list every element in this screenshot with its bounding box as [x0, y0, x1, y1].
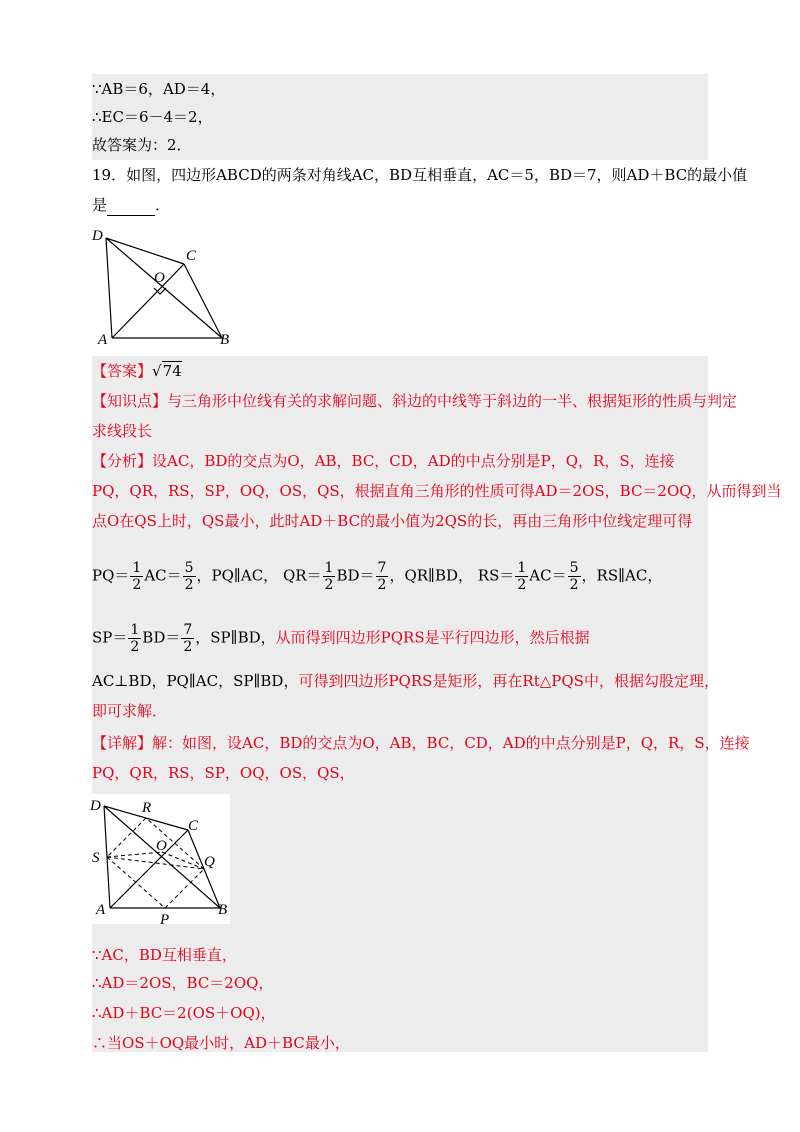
answer-line [92, 360, 182, 382]
text-pq: PQ＝ [92, 566, 130, 585]
label-o: O [156, 838, 167, 854]
detail-text-1: 解：如图，设AC，BD的交点为O，AB，BC，CD，AD的中点分别是P，Q，R，S，连接 [152, 734, 750, 752]
prev-line-2: ∴EC＝6－4＝2， [92, 108, 213, 126]
label-q: Q [204, 854, 215, 870]
label-d: D [92, 228, 103, 244]
question-19-suffix: ． [155, 196, 171, 214]
frac-den: 2 [569, 577, 579, 593]
frac-num: 1 [324, 560, 334, 576]
frac-den: 2 [377, 577, 387, 593]
detail-line-1 [92, 732, 750, 754]
text-rs: ，QR∥BD， RS＝ [389, 566, 515, 585]
frac-den: 2 [130, 639, 140, 655]
frac-num: 5 [569, 560, 579, 576]
label-o: O [154, 270, 165, 286]
detail-line-2: PQ，QR，RS，SP，OQ，OS，QS， [92, 764, 355, 782]
question-19-line2 [92, 194, 170, 216]
analysis-line-6 [92, 670, 719, 692]
text-conclusion: 从而得到四边形PQRS是平行四边形，然后根据 [275, 628, 590, 647]
step-1: ∵AC，BD互相垂直， [92, 946, 237, 964]
question-19-prefix: 是 [92, 196, 108, 214]
frac-num: 5 [184, 560, 194, 576]
answer-tag: 【答案】 [92, 362, 153, 380]
analysis-line-2: PQ，QR，RS，SP，OQ，OS，QS，根据直角三角形的性质可得AD＝2OS，BC＝2OQ，从而得到当 [92, 482, 782, 500]
frac-num: 7 [183, 622, 193, 638]
fraction [376, 560, 389, 593]
fraction [181, 622, 194, 655]
label-a: A [96, 902, 106, 918]
text-sp: SP＝ [92, 628, 128, 647]
label-b: B [218, 902, 228, 918]
label-c: C [188, 818, 199, 834]
knowledge-text-1: 与三角形中位线有关的求解问题、斜边的中线等于斜边的一半、根据矩形的性质与判定 [167, 392, 738, 410]
frac-den: 2 [517, 577, 527, 593]
frac-den: 2 [183, 639, 193, 655]
answer-value: 74 [162, 362, 182, 380]
sqrt-symbol: √ [152, 362, 162, 380]
frac-den: 2 [324, 577, 334, 593]
frac-den: 2 [132, 577, 142, 593]
prev-line-1: ∵AB＝6，AD＝4， [92, 80, 226, 98]
edge-cd [106, 238, 184, 264]
step-3: ∴AD＋BC＝2(OS＋OQ)， [92, 1004, 276, 1022]
fraction [183, 560, 196, 593]
edge-da [106, 238, 112, 338]
text-bd: BD＝ [336, 566, 375, 585]
question-19-text: 19．如图，四边形ABCD的两条对角线AC，BD互相垂直，AC＝5，BD＝7，则AD＋BC的最小值 [92, 166, 748, 184]
label-p: P [160, 912, 170, 928]
knowledge-tag: 【知识点】 [92, 392, 168, 410]
step-4-therefore: ∴ [92, 1034, 108, 1052]
text-ac2: AC＝ [529, 566, 567, 585]
midpoint-figure [88, 794, 238, 928]
fraction [515, 560, 528, 593]
text-conditions: AC⊥BD，PQ∥AC，SP∥BD， [92, 672, 299, 690]
fraction [130, 560, 143, 593]
text-ac: AC＝ [144, 566, 182, 585]
analysis-line-5 [92, 622, 590, 655]
analysis-text-1: 设AC，BD的交点为O，AB，BC，CD，AD的中点分别是P，Q，R，S，连接 [152, 452, 675, 470]
step-4-text: 当OS＋OQ最小时，AD＋BC最小， [107, 1034, 350, 1052]
analysis-line-3: 点O在QS上时，QS最小，此时AD＋BC的最小值为2QS的长，再由三角形中位线定理可得 [92, 512, 693, 530]
label-d: D [90, 798, 101, 814]
step-2: ∴AD＝2OS，BC＝2OQ， [92, 974, 274, 992]
diagonal-bd [106, 238, 222, 338]
frac-num: 1 [130, 622, 140, 638]
text-rectangle: 可得到四边形PQRS是矩形，再在Rt△PQS中，根据勾股定理， [298, 672, 719, 690]
diagonal-ac [112, 264, 184, 338]
frac-num: 1 [517, 560, 527, 576]
segment-os [107, 852, 162, 857]
label-r: R [142, 800, 152, 816]
analysis-line-4 [92, 560, 662, 593]
fraction [128, 622, 141, 655]
knowledge-line-2: 求线段长 [92, 422, 153, 440]
frac-num: 7 [377, 560, 387, 576]
analysis-line-7: 即可求解． [92, 702, 168, 720]
prev-line-3: 故答案为：2． [92, 136, 192, 154]
text-bd: BD＝ [142, 628, 181, 647]
label-a: A [98, 332, 108, 348]
frac-num: 1 [132, 560, 142, 576]
fraction [323, 560, 336, 593]
diagonal-bd [104, 806, 220, 908]
step-4 [92, 1032, 350, 1054]
fraction [568, 560, 581, 593]
text-sp-bd: ，SP∥BD， [195, 628, 276, 647]
answer-blank [107, 201, 155, 216]
label-s: S [92, 850, 100, 866]
text-rs-ac: ，RS∥AC， [581, 566, 663, 585]
edge-bc [184, 264, 222, 338]
text-qr: ，PQ∥AC， QR＝ [196, 566, 322, 585]
label-c: C [186, 248, 197, 264]
quadrilateral-figure [88, 224, 238, 350]
detail-tag: 【详解】 [92, 734, 153, 752]
frac-den: 2 [184, 577, 194, 593]
analysis-line-1 [92, 450, 675, 472]
analysis-tag: 【分析】 [92, 452, 153, 470]
label-b: B [220, 332, 230, 348]
segment-sp [107, 857, 165, 908]
knowledge-line-1 [92, 390, 737, 412]
